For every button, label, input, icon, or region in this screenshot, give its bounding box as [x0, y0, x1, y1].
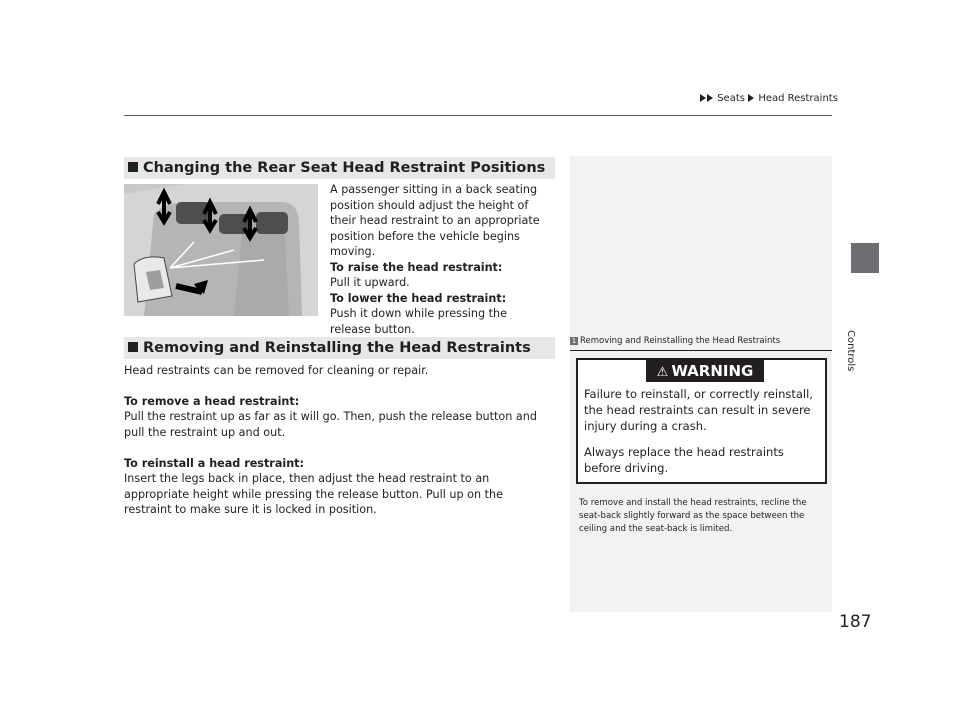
sidebar-title-text: Removing and Reinstalling the Head Restraints: [580, 336, 781, 346]
remove-text: Pull the restraint up as far as it will go. Then, push the release button and pull the restraint up and out.: [124, 410, 537, 439]
rear-seat-head-restraint-image: [124, 184, 318, 316]
reinstall-text: Insert the legs back in place, then adjust the head restraint to an appropriate height while pressing the release button. Pull up on the restraint to make sure it is locked in position.: [124, 472, 504, 516]
reference-marker-icon: 1: [571, 337, 577, 345]
lower-title: To lower the head restraint:: [330, 291, 507, 305]
head-restraint-illustration: [124, 184, 318, 316]
page-number: 187: [839, 612, 872, 632]
square-bullet-icon: [128, 342, 138, 352]
warning-label: [646, 360, 764, 382]
breadcrumb-seats[interactable]: Seats: [717, 93, 745, 104]
square-bullet-icon: [128, 162, 138, 172]
sidebar-rule: [570, 350, 832, 351]
section-heading-rear-seat: [124, 157, 555, 179]
section-heading-text: Changing the Rear Seat Head Restraint Positions: [143, 160, 546, 176]
section-heading-removing: [124, 337, 555, 359]
lower-text: Push it down while pressing the release button.: [330, 307, 508, 336]
section2-intro: Head restraints can be removed for cleaning or repair.: [124, 364, 429, 377]
section-heading-text: Removing and Reinstalling the Head Restraints: [143, 340, 531, 356]
breadcrumb-arrow-icon: [748, 94, 754, 102]
warning-text-2: Always replace the head restraints before driving.: [584, 445, 784, 475]
breadcrumb: [700, 93, 838, 104]
header-rule: [124, 115, 832, 116]
sidebar-title: [570, 336, 780, 346]
section1-intro: A passenger sitting in a back seating position should adjust the height of their head restraint to an appropriate position before the vehicle begins moving.: [330, 183, 540, 258]
warning-box: [576, 358, 827, 484]
breadcrumb-arrow-icon: [707, 94, 713, 102]
chapter-tab[interactable]: [851, 243, 879, 273]
section1-body: [330, 182, 555, 337]
chapter-label: Controls: [845, 330, 856, 372]
warning-triangle-icon: ⚠: [656, 365, 669, 380]
remove-title: To remove a head restraint:: [124, 395, 300, 408]
warning-label-text: WARNING: [671, 362, 754, 380]
breadcrumb-head-restraints[interactable]: Head Restraints: [758, 93, 838, 104]
breadcrumb-arrow-icon: [700, 94, 706, 102]
reinstall-title: To reinstall a head restraint:: [124, 457, 304, 470]
warning-text-1: Failure to reinstall, or correctly reinstall, the head restraints can result in severe injury during a crash.: [584, 387, 813, 433]
sidebar-note: To remove and install the head restraints, recline the seat-back slightly forward as the space between the ceiling and the seat-back is limited.: [579, 498, 807, 534]
raise-text: Pull it upward.: [330, 276, 410, 289]
raise-title: To raise the head restraint:: [330, 260, 503, 274]
